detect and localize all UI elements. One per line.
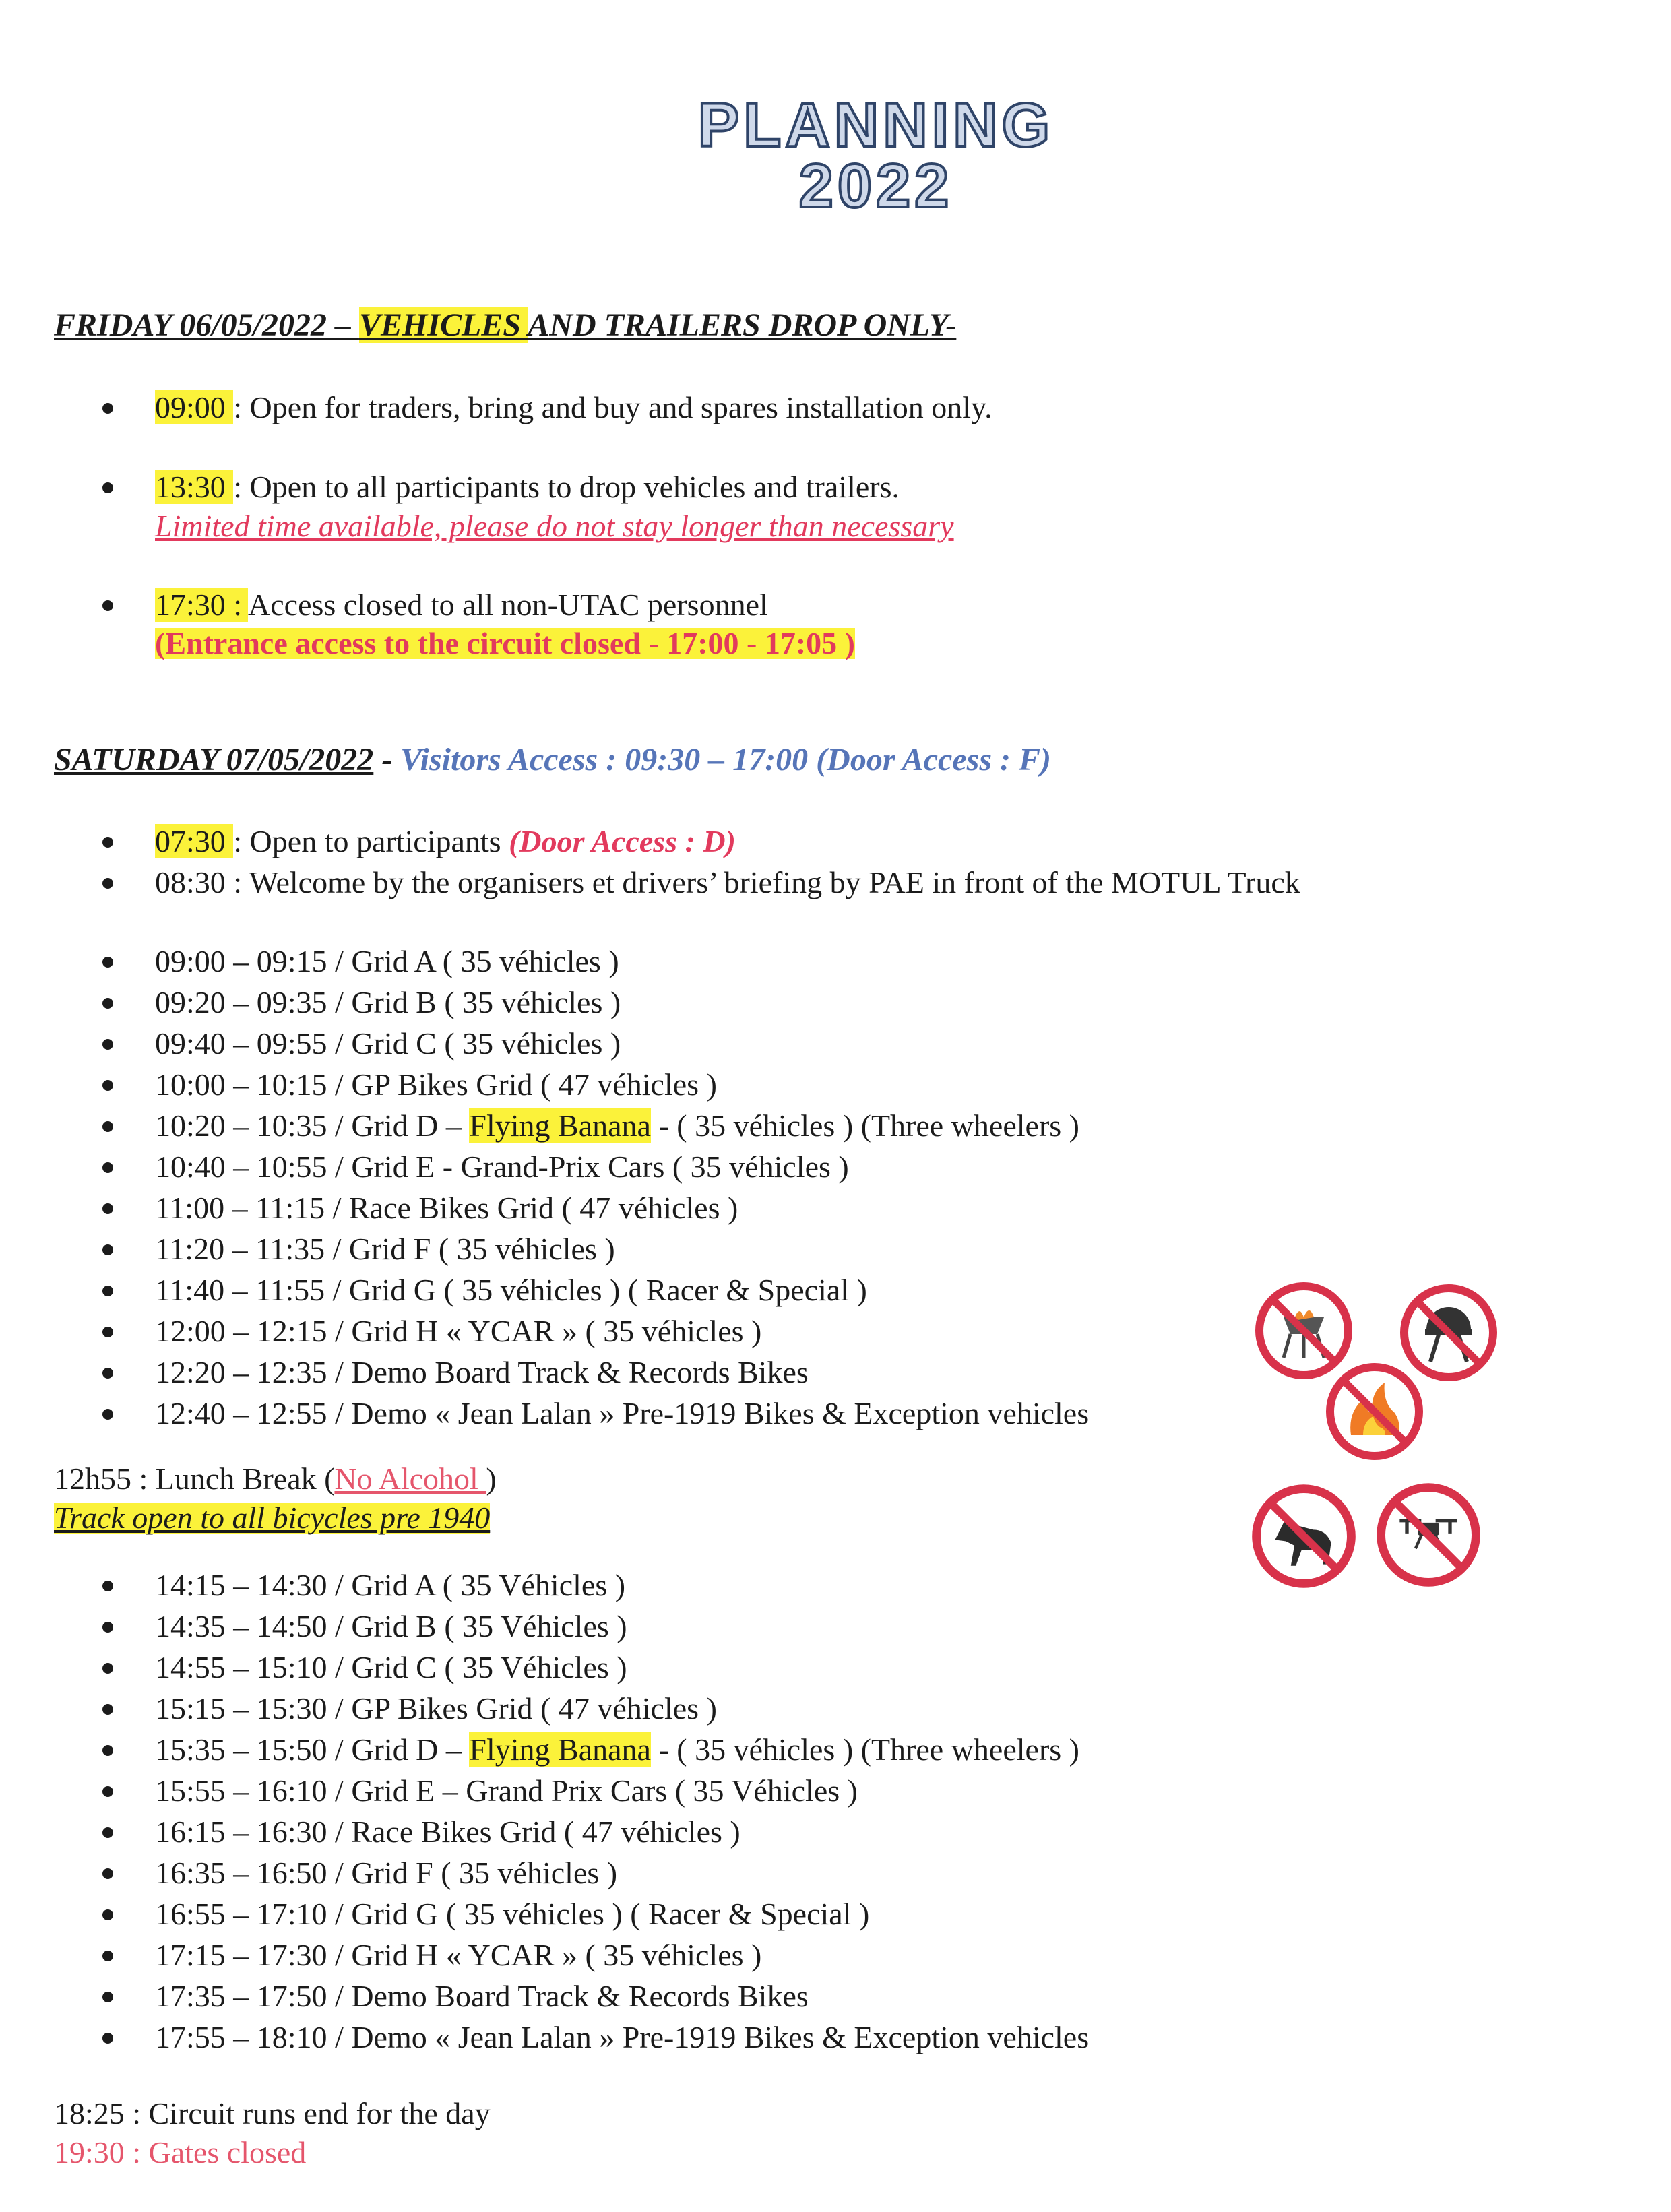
bullet-icon	[102, 2033, 113, 2044]
friday-heading-highlight: VEHICLES	[358, 307, 528, 343]
friday-heading	[54, 307, 956, 344]
saturday-heading	[54, 741, 1051, 778]
lunch-break	[54, 1463, 497, 1494]
bullet-icon	[102, 1286, 113, 1296]
schedule-item-text: 14:35 – 14:50 / Grid B ( 35 Véhicles )	[155, 1609, 627, 1643]
schedule-item-text: 17:15 – 17:30 / Grid H « YCAR » ( 35 véhicles )	[155, 1938, 762, 1972]
schedule-item-text: 12:20 – 12:35 / Demo Board Track & Records Bikes	[155, 1355, 809, 1389]
bullet-icon	[102, 1786, 113, 1797]
bullet-icon	[102, 1992, 113, 2002]
schedule-item-text: 15:35 – 15:50 / Grid D –	[155, 1732, 470, 1767]
visitors-access: Visitors Access : 09:30 – 17:00 (Door Access : F)	[400, 742, 1051, 778]
page-title-line2: 2022	[798, 152, 953, 220]
schedule-item-text: 16:55 – 17:10 / Grid G ( 35 véhicles ) ( Racer & Special )	[155, 1897, 870, 1931]
friday-heading-date: FRIDAY 06/05/2022 –	[54, 307, 359, 343]
friday-item-3-text: Access closed to all non-UTAC personnel	[248, 588, 768, 622]
friday-item-3-time: 17:30 :	[155, 588, 249, 622]
schedule-item-text: 11:00 – 11:15 / Race Bikes Grid ( 47 véhicles )	[155, 1191, 738, 1225]
schedule-item-text: 12:40 – 12:55 / Demo « Jean Lalan » Pre-1919 Bikes & Exception vehicles	[155, 1396, 1090, 1430]
flying-banana-highlight: Flying Banana	[469, 1732, 651, 1767]
schedule-item-text: 14:15 – 14:30 / Grid A ( 35 Véhicles )	[155, 1568, 626, 1602]
schedule-item-text: 17:55 – 18:10 / Demo « Jean Lalan » Pre-1919 Bikes & Exception vehicles	[155, 2020, 1090, 2054]
bullet-icon	[102, 1121, 113, 1132]
friday-limited-note: Limited time available, please do not stay longer than necessary	[155, 509, 954, 543]
bullet-icon	[102, 878, 113, 889]
schedule-item-text: 15:55 – 16:10 / Grid E – Grand Prix Cars ( 35 Véhicles )	[155, 1773, 858, 1808]
saturday-welcome: 08:30 : Welcome by the organisers et drivers’ briefing by PAE in front of the MOTUL Truck	[155, 865, 1300, 899]
lunch-break-text: 12h55 : Lunch Break (	[54, 1461, 335, 1496]
saturday-open-door: (Door Access : D)	[509, 824, 736, 858]
bullet-icon	[102, 1203, 113, 1214]
schedule-item-text: 16:15 – 16:30 / Race Bikes Grid ( 47 véhicles )	[155, 1814, 740, 1849]
bullet-icon	[102, 403, 113, 414]
schedule-item-text: 09:20 – 09:35 / Grid B ( 35 véhicles )	[155, 985, 621, 1019]
schedule-item-text: - ( 35 véhicles ) (Three wheelers )	[650, 1732, 1079, 1767]
schedule-item-text: 09:40 – 09:55 / Grid C ( 35 véhicles )	[155, 1026, 621, 1061]
no-alcohol-note: No Alcohol	[334, 1461, 486, 1496]
lunch-break-close: )	[486, 1461, 497, 1496]
bullet-icon	[102, 1368, 113, 1379]
schedule-item-text: - ( 35 véhicles ) (Three wheelers )	[650, 1108, 1079, 1143]
schedule-item-text: 09:00 – 09:15 / Grid A ( 35 véhicles )	[155, 944, 619, 978]
bullet-icon	[102, 1663, 113, 1674]
schedule-item-text: 14:55 – 15:10 / Grid C ( 35 Véhicles )	[155, 1650, 627, 1684]
friday-item-2-text: : Open to all participants to drop vehicles and trailers.	[233, 470, 900, 504]
bullet-icon	[102, 998, 113, 1009]
bicycles-note: Track open to all bicycles pre 1940	[54, 1500, 491, 1535]
no-dogs-icon	[1250, 1482, 1358, 1590]
friday-item-2-time: 13:30	[155, 470, 234, 504]
schedule-item-text: 10:40 – 10:55 / Grid E - Grand-Prix Cars ( 35 véhicles )	[155, 1149, 849, 1184]
bullet-icon	[102, 1244, 113, 1255]
bullet-icon	[102, 482, 113, 493]
bullet-icon	[102, 1868, 113, 1879]
friday-item-1-text: : Open for traders, bring and buy and spares installation only.	[233, 390, 992, 424]
friday-heading-rest: AND TRAILERS DROP ONLY-	[528, 307, 957, 343]
bullet-icon	[102, 1409, 113, 1420]
bullet-icon	[102, 1080, 113, 1091]
schedule-item-text: 10:00 – 10:15 / GP Bikes Grid ( 47 véhicles )	[155, 1067, 717, 1102]
no-drones-icon	[1375, 1481, 1482, 1589]
friday-item-1-time: 09:00	[155, 390, 234, 424]
bullet-icon	[102, 1827, 113, 1838]
no-fire-icon	[1324, 1361, 1425, 1462]
bullet-icon	[102, 837, 113, 848]
circuit-runs-end: 18:25 : Circuit runs end for the day	[54, 2096, 491, 2130]
saturday-open-time: 07:30	[155, 824, 234, 858]
schedule-item-text: 17:35 – 17:50 / Demo Board Track & Records Bikes	[155, 1979, 809, 2013]
bullet-icon	[102, 1039, 113, 1050]
bullet-icon	[102, 600, 113, 611]
bullet-icon	[102, 1909, 113, 1920]
bullet-icon	[102, 1581, 113, 1591]
schedule-item-text: 11:20 – 11:35 / Grid F ( 35 véhicles )	[155, 1232, 615, 1266]
schedule-item-text: 15:15 – 15:30 / GP Bikes Grid ( 47 véhicles )	[155, 1691, 717, 1726]
page-title-line1: PLANNING	[697, 91, 1054, 160]
saturday-open-text: : Open to participants	[233, 824, 509, 858]
bullet-icon	[102, 957, 113, 968]
bullet-icon	[102, 1162, 113, 1173]
bullet-icon	[102, 1704, 113, 1715]
saturday-heading-date: SATURDAY 07/05/2022	[54, 742, 374, 778]
bullet-icon	[102, 1951, 113, 1961]
bullet-icon	[102, 1622, 113, 1633]
schedule-item-text: 12:00 – 12:15 / Grid H « YCAR » ( 35 véhicles )	[155, 1314, 762, 1348]
saturday-heading-sep: -	[373, 742, 401, 778]
schedule-item-text: 16:35 – 16:50 / Grid F ( 35 véhicles )	[155, 1856, 618, 1890]
schedule-item-text: 10:20 – 10:35 / Grid D –	[155, 1108, 470, 1143]
friday-entrance-note: (Entrance access to the circuit closed - 17:00 - 17:05 )	[155, 626, 855, 660]
bullet-icon	[102, 1327, 113, 1337]
flying-banana-highlight: Flying Banana	[469, 1108, 651, 1143]
bullet-icon	[102, 1745, 113, 1756]
schedule-item-text: 11:40 – 11:55 / Grid G ( 35 véhicles ) ( Racer & Special )	[155, 1273, 867, 1307]
gates-closed: 19:30 : Gates closed	[54, 2135, 307, 2170]
